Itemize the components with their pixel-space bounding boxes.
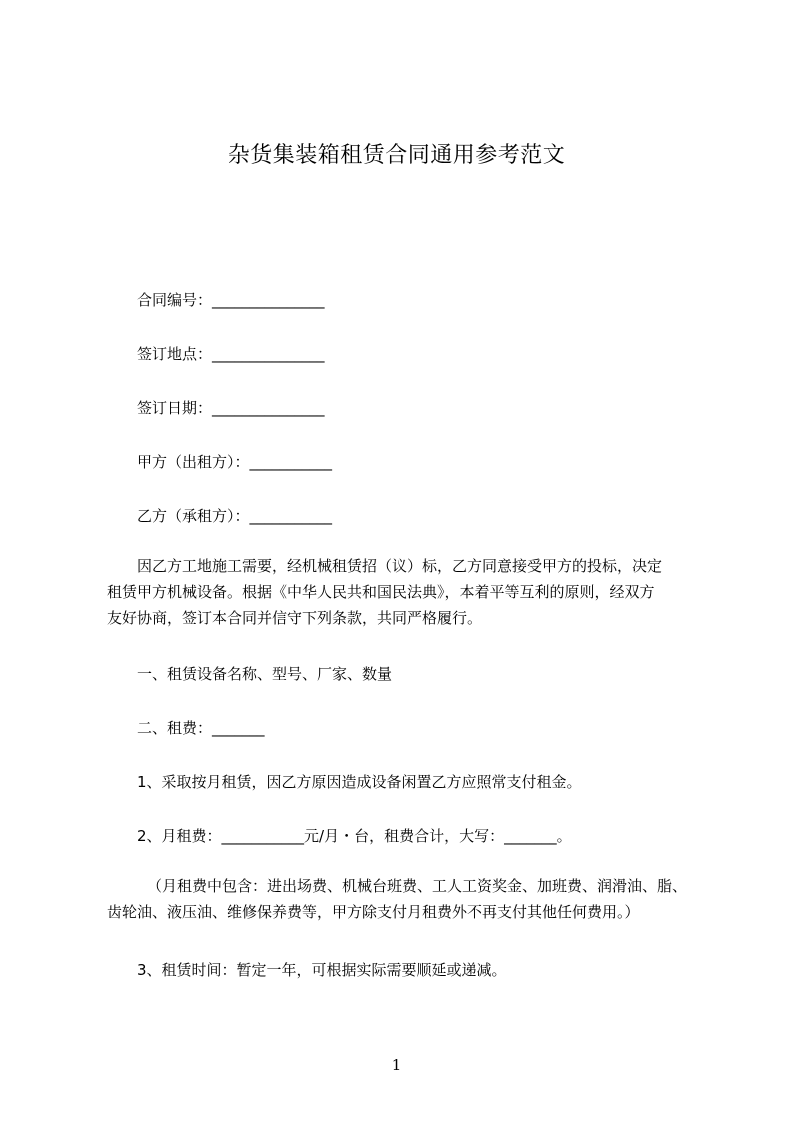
intro-line: 租赁甲方机械设备。根据《中华人民共和国民法典》，本着平等互利的原则，经双方 (107, 583, 655, 601)
intro-line: 因乙方工地施工需要，经机械租赁招（议）标，乙方同意接受甲方的投标，决定 (137, 557, 663, 575)
section-heading-rent: 二、租费：_______ (137, 719, 265, 737)
intro-paragraph (107, 553, 707, 631)
clause-item-1: 1、采取按月租赁，因乙方原因造成设备闲置乙方应照常支付租金。 (137, 773, 582, 791)
party-b-field: 乙方（承租方）：___________ (137, 507, 333, 525)
section-heading-equipment: 一、租赁设备名称、型号、厂家、数量 (137, 665, 393, 683)
document-title: 杂货集装箱租赁合同通用参考范文 (227, 143, 566, 168)
signing-date-field: 签订日期：_______________ (137, 399, 325, 417)
page-number: 1 (391, 1056, 402, 1074)
note-line: （月租费中包含：进出场费、机械台班费、工人工资奖金、加班费、润滑油、脂、 (147, 877, 688, 895)
contract-number-field: 合同编号：_______________ (137, 291, 325, 309)
clause-item-3: 3、租赁时间：暂定一年，可根据实际需要顺延或递减。 (137, 961, 507, 979)
party-a-field: 甲方（出租方）：___________ (137, 453, 333, 471)
rent-note-paragraph (107, 873, 707, 925)
clause-item-2: 2、月租费：___________元/月・台，租费合计，大写：_______。 (137, 827, 572, 845)
intro-line: 友好协商，签订本合同并信守下列条款，共同严格履行。 (107, 609, 483, 627)
note-line: 齿轮油、液压油、维修保养费等，甲方除支付月租费外不再支付其他任何费用。） (107, 903, 640, 921)
signing-place-field: 签订地点：_______________ (137, 345, 325, 363)
